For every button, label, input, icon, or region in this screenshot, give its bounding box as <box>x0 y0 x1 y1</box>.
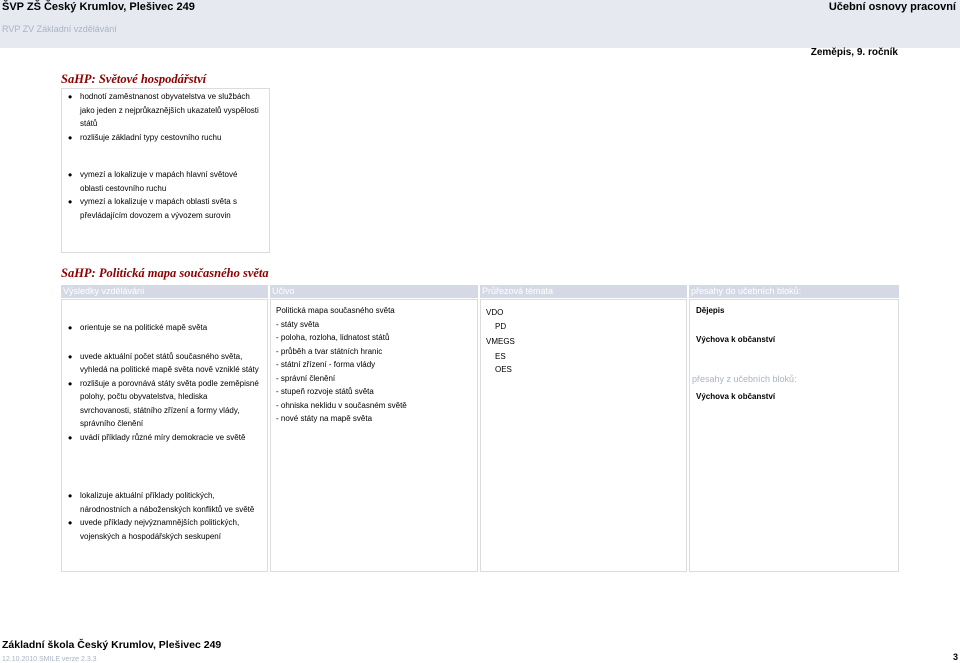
overlap-to-civics: Výchova k občanství <box>696 335 776 344</box>
curriculum-item: - ohniska neklidu v současném světě <box>276 400 407 410</box>
outcome-item: • lokalizuje aktuální příklady politických, národnostních a náboženských konfliktů ve světě <box>62 489 260 516</box>
curriculum-list <box>276 304 407 426</box>
overlap-to-history: Dějepis <box>696 306 725 315</box>
subject-grade: Zeměpis, 9. ročník <box>810 47 898 58</box>
curriculum-item: - státy světa <box>276 319 320 329</box>
column-header-overlaps: přesahy do učebních bloků: <box>689 285 899 298</box>
overlap-from-civics: Výchova k občanství <box>696 392 776 401</box>
curriculum-cell <box>270 299 478 572</box>
footer-version: 12.10.2010 SMILE verze 2.3.3 <box>2 656 97 663</box>
section-title-political-map: SaHP: Politická mapa současného světa <box>61 266 269 280</box>
outcome-item: • vymezí a lokalizuje v mapách hlavní světové oblasti cestovního ruchu <box>62 168 262 195</box>
theme-vmegs: VMEGS <box>486 337 515 346</box>
outcomes-cell <box>61 299 268 572</box>
footer-school: Základní škola Český Krumlov, Plešivec 249 <box>2 639 222 651</box>
theme-vdo: VDO <box>486 308 504 317</box>
outcome-item: • uvede příklady nejvýznamnějších politických, vojenských a hospodářských seskupení <box>62 516 260 543</box>
curriculum-item: - státní zřízení - forma vlády <box>276 360 376 369</box>
curriculum-item: - průběh a tvar státních hranic <box>276 346 383 356</box>
column-header-outcomes: Výsledky vzdělávání <box>61 285 268 298</box>
outcome-list <box>62 90 262 144</box>
column-header-themes: Průřezová témata <box>480 285 687 298</box>
outcome-item: • hodnotí zaměstnanost obyvatelstva ve službách jako jeden z nejprůkaznějších ukazatelů vyspělosti států <box>62 90 262 131</box>
overlaps-cell <box>689 299 899 572</box>
document-subtitle: RVP ZV Základní vzdělávání <box>2 24 117 34</box>
column-header-curriculum: Učivo <box>270 285 478 298</box>
theme-oes: OES <box>495 365 512 374</box>
curriculum-item: - nové státy na mapě světa <box>276 414 373 423</box>
outcome-item: • orientuje se na politické mapě světa <box>62 321 260 335</box>
section-title-world-economy: SaHP: Světové hospodářství <box>61 72 207 86</box>
outcome-item: • uvede aktuální počet států současného světa, vyhledá na politické mapě světa nově vzniklé státy <box>62 350 260 377</box>
themes-cell <box>480 299 687 572</box>
outcome-list <box>62 489 260 543</box>
outcome-item: • vymezí a lokalizuje v mapách oblasti světa s převládajícím dovozem a vývozem surovin <box>62 195 262 222</box>
page-number: 3 <box>952 652 958 662</box>
outcome-item: • uvádí příklady různé míry demokracie ve světě <box>62 431 260 445</box>
curriculum-item: Politická mapa současného světa <box>276 306 395 315</box>
outcome-item: • rozlišuje a porovnává státy světa podle zeměpisné polohy, počtu obyvatelstva, hlediska svrchovanosti, státního zřízení a formy vlády, správního členění <box>62 377 260 431</box>
curriculum-item: - stupeň rozvoje států světa <box>276 387 374 396</box>
outcome-list <box>62 321 260 444</box>
theme-es: ES <box>495 352 506 361</box>
document-type: Učební osnovy pracovní <box>828 1 956 13</box>
curriculum-item: - poloha, rozloha, lidnatost států <box>276 333 390 342</box>
document-title: ŠVP ZŠ Český Krumlov, Plešivec 249 <box>2 1 195 13</box>
outcome-list <box>62 168 262 222</box>
outcome-item: • rozlišuje základní typy cestovního ruchu <box>62 131 262 145</box>
overlaps-from-label: přesahy z učebních bloků: <box>692 374 797 384</box>
outcomes-box-world-economy <box>61 88 270 253</box>
curriculum-item: - správní členění <box>276 373 336 383</box>
theme-pd: PD <box>495 322 507 331</box>
